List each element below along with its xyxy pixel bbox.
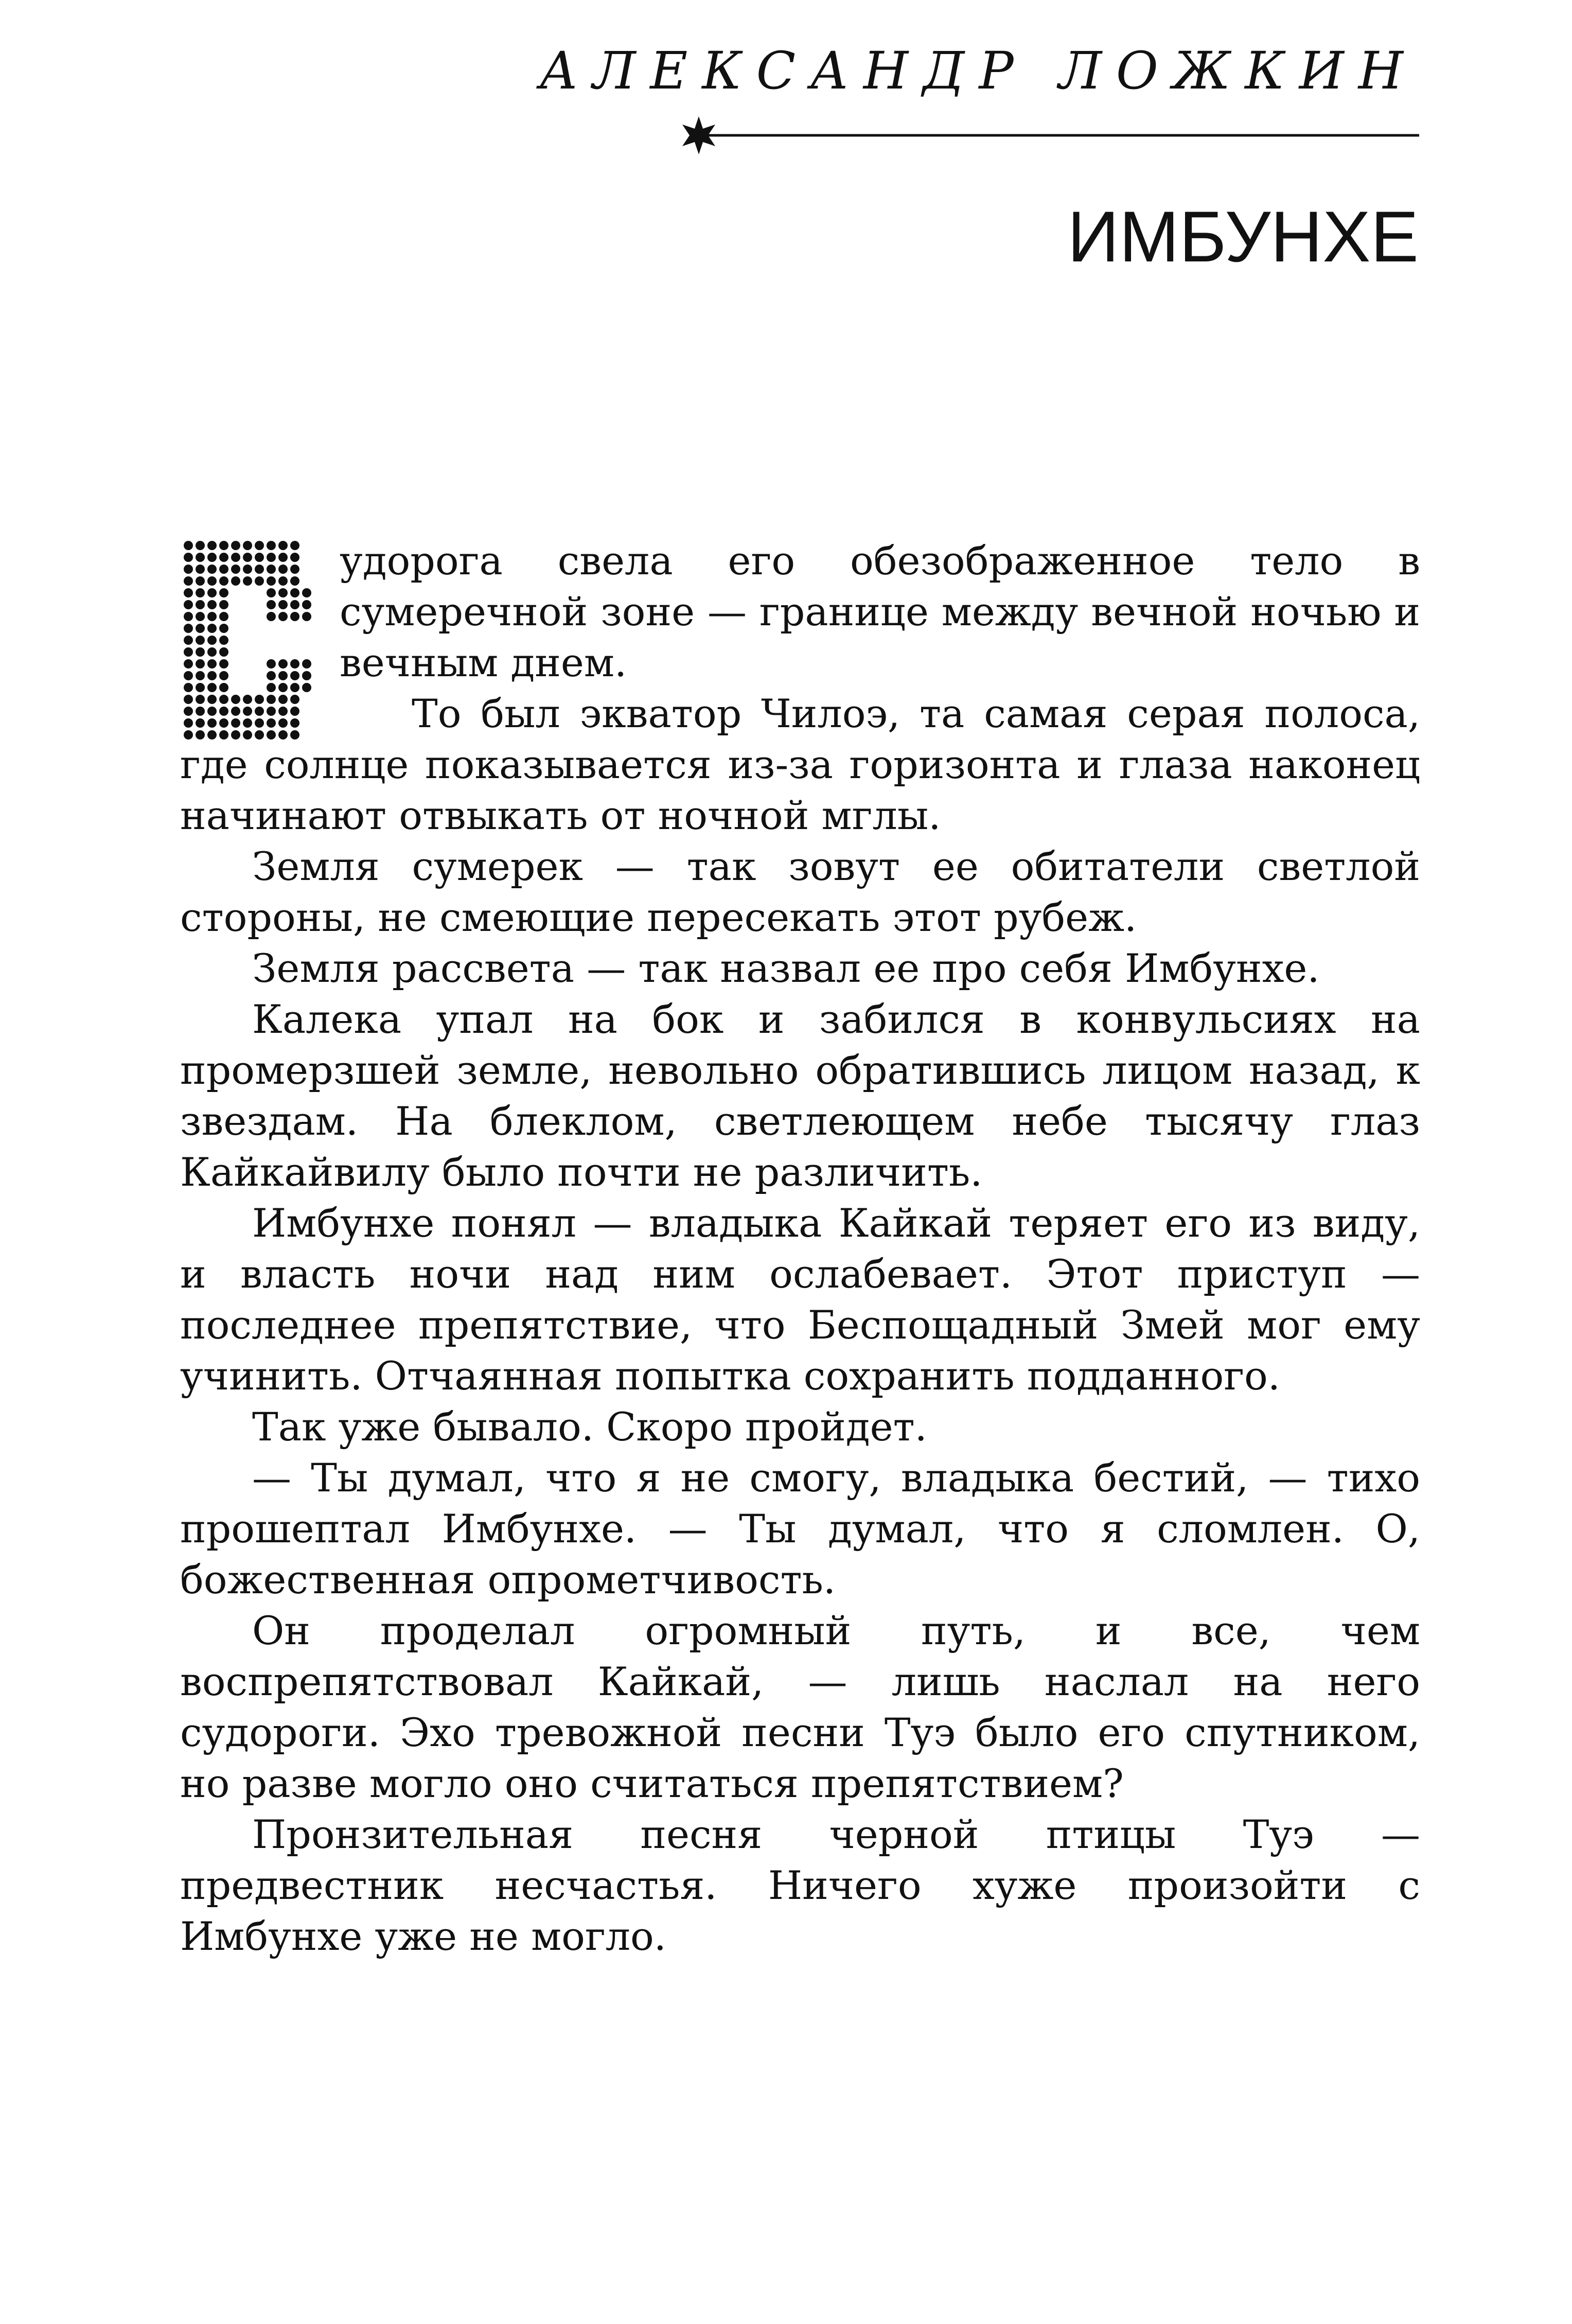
body-text [180, 535, 1420, 1962]
paragraph: удорога свела его обезображенное тело в сумеречной зоне — границе между вечной ночью и вечным днем. [340, 538, 1420, 685]
paragraph: Имбунхе понял — владыка Кайкай теряет его из виду, и власть ночи над ним ослабевает. Этот приступ — последнее препятствие, что Беспощадный Змей мог ему учинить. Отчаянная попытка сохранить подданного. [180, 1200, 1420, 1399]
star-rule-ornament [678, 112, 1419, 159]
paragraph: Земля рассвета — так назвал ее про себя Имбунхе. [252, 945, 1320, 991]
paragraph: Земля сумерек — так зовут ее обитатели светлой стороны, не смеющие пересекать этот рубеж. [180, 843, 1420, 940]
author-name: АЛЕКСАНДР ЛОЖКИН [539, 41, 1418, 101]
paragraph: То был экватор Чилоэ, та самая серая полоса, где солнце показывается из-за горизонта и глаза наконец начинают отвыкать от ночной мглы. [180, 691, 1420, 838]
paragraph: Пронзительная песня черной птицы Туэ — предвестник несчастья. Ничего хуже произойти с Имбунхе уже не могло. [180, 1811, 1420, 1959]
paragraph: Калека упал на бок и забился в конвульсиях на промерзшей земле, невольно обратившись лицом назад, к звездам. На блеклом, светлеющем небе тысячу глаз Кайкайвилу было почти не различить. [180, 996, 1420, 1195]
paragraph: — Ты думал, что я не смогу, владыка бестий, — тихо прошептал Имбунхе. — Ты думал, что я сломлен. О, божественная опрометчивость. [180, 1455, 1420, 1603]
paragraph: Он проделал огромный путь, и все, чем воспрепятствовал Кайкай, — лишь наслал на него судороги. Эхо тревожной песни Туэ было его спутником, но разве могло оно считаться препятствием? [180, 1608, 1420, 1806]
paragraph: Так уже бывало. Скоро пройдет. [252, 1404, 927, 1450]
chapter-title: ИМБУНХЕ [1067, 196, 1419, 277]
